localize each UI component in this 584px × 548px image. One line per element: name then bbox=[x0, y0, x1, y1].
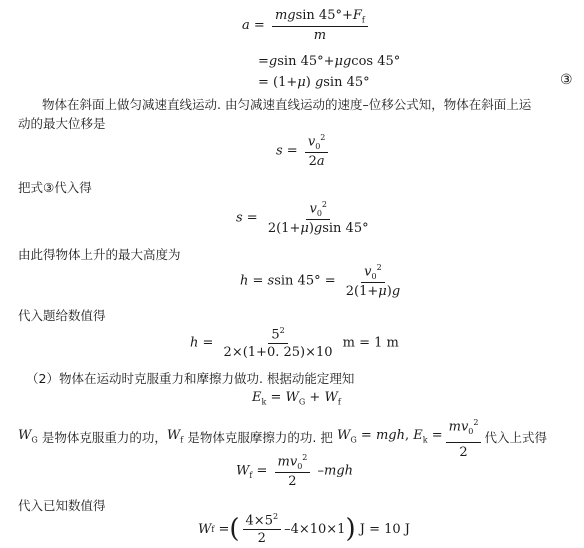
paragraph-height: 由此得物体上升的最大高度为 bbox=[18, 247, 181, 262]
equation-accel-line2: =gsin 45°+μgcos 45° bbox=[258, 54, 401, 69]
kinetic-fraction: $\frac{mv_0^2}{2}$ bbox=[446, 414, 482, 462]
equation-tag: ③ bbox=[560, 72, 573, 88]
paragraph-motion-cont: 动的最大位移是 bbox=[18, 116, 106, 131]
paragraph-known-values: 代入已知数值得 bbox=[18, 498, 106, 513]
paragraph-work-def: $W_G$ 是物体克服重力的功， $W_f$ 是物体克服摩擦力的功. 把 $W_G$ = mgh, $E_k$ = $\frac{mv_0^2}{2}$ 代入上式得 bbox=[18, 414, 547, 462]
equation-displacement-sub: s = $\frac{v_0^2}{2(1+\mu)gsin 45^\circ}$ bbox=[236, 200, 375, 236]
height-fraction: $\frac{v_0^2}{2(1+\mu)g}$ bbox=[345, 263, 401, 299]
equation-friction-work: $W_f$ = $\frac{mv_0^2}{2}$ –mgh bbox=[236, 453, 354, 489]
friction-numeric-fraction: $\frac{4\times 5^2}{2}$ bbox=[243, 512, 282, 546]
paragraph-substitute: 把式③代入得 bbox=[18, 180, 92, 195]
accel-fraction bbox=[272, 8, 368, 43]
height-numeric-fraction: $\frac{5^2}{2\times(1+0. 25)\times 10}$ bbox=[223, 326, 333, 361]
equation-friction-work-numeric: W f = ( $\frac{4\times 5^2}{2}$ –4×10×1 ) J = 10 J bbox=[198, 512, 410, 547]
equation-energy: $E_k = W_G + W_f$ bbox=[252, 390, 341, 407]
displacement-fraction: $\frac{v_0^2}{2a}$ bbox=[305, 133, 329, 169]
accel-symbol: a bbox=[242, 17, 250, 33]
displacement-sub-fraction: $\frac{v_0^2}{2(1+\mu)gsin 45^\circ}$ bbox=[267, 200, 369, 236]
equation-height-numeric: h = $\frac{5^2}{2\times(1+0. 25)\times 10}$ m = 1 m bbox=[190, 326, 399, 361]
paragraph-values: 代入题给数值得 bbox=[18, 308, 106, 323]
equation-displacement: s = $\frac{v_0^2}{2a}$ bbox=[276, 133, 331, 169]
equation-height: h = ssin 45° = $\frac{v_0^2}{2(1+\mu)g}$ bbox=[240, 263, 406, 299]
paragraph-part2: （2）物体在运动时克服重力和摩擦力做功. 根据动能定理知 bbox=[26, 371, 355, 386]
accel-numerator: mgsin $45^\circ+F_f$ bbox=[272, 8, 368, 27]
paragraph-motion: 物体在斜面上做匀减速直线运动. 由匀减速直线运动的速度–位移公式知，物体在斜面上运 bbox=[42, 97, 532, 112]
accel-denominator: m bbox=[313, 27, 327, 43]
friction-work-fraction: $\frac{mv_0^2}{2}$ bbox=[275, 453, 311, 489]
equation-accel: a = $\frac{mgsin 45^\circ+F_f}{m}$ bbox=[242, 8, 371, 43]
equation-accel-line3: = (1+μ) gsin 45° bbox=[258, 75, 370, 90]
